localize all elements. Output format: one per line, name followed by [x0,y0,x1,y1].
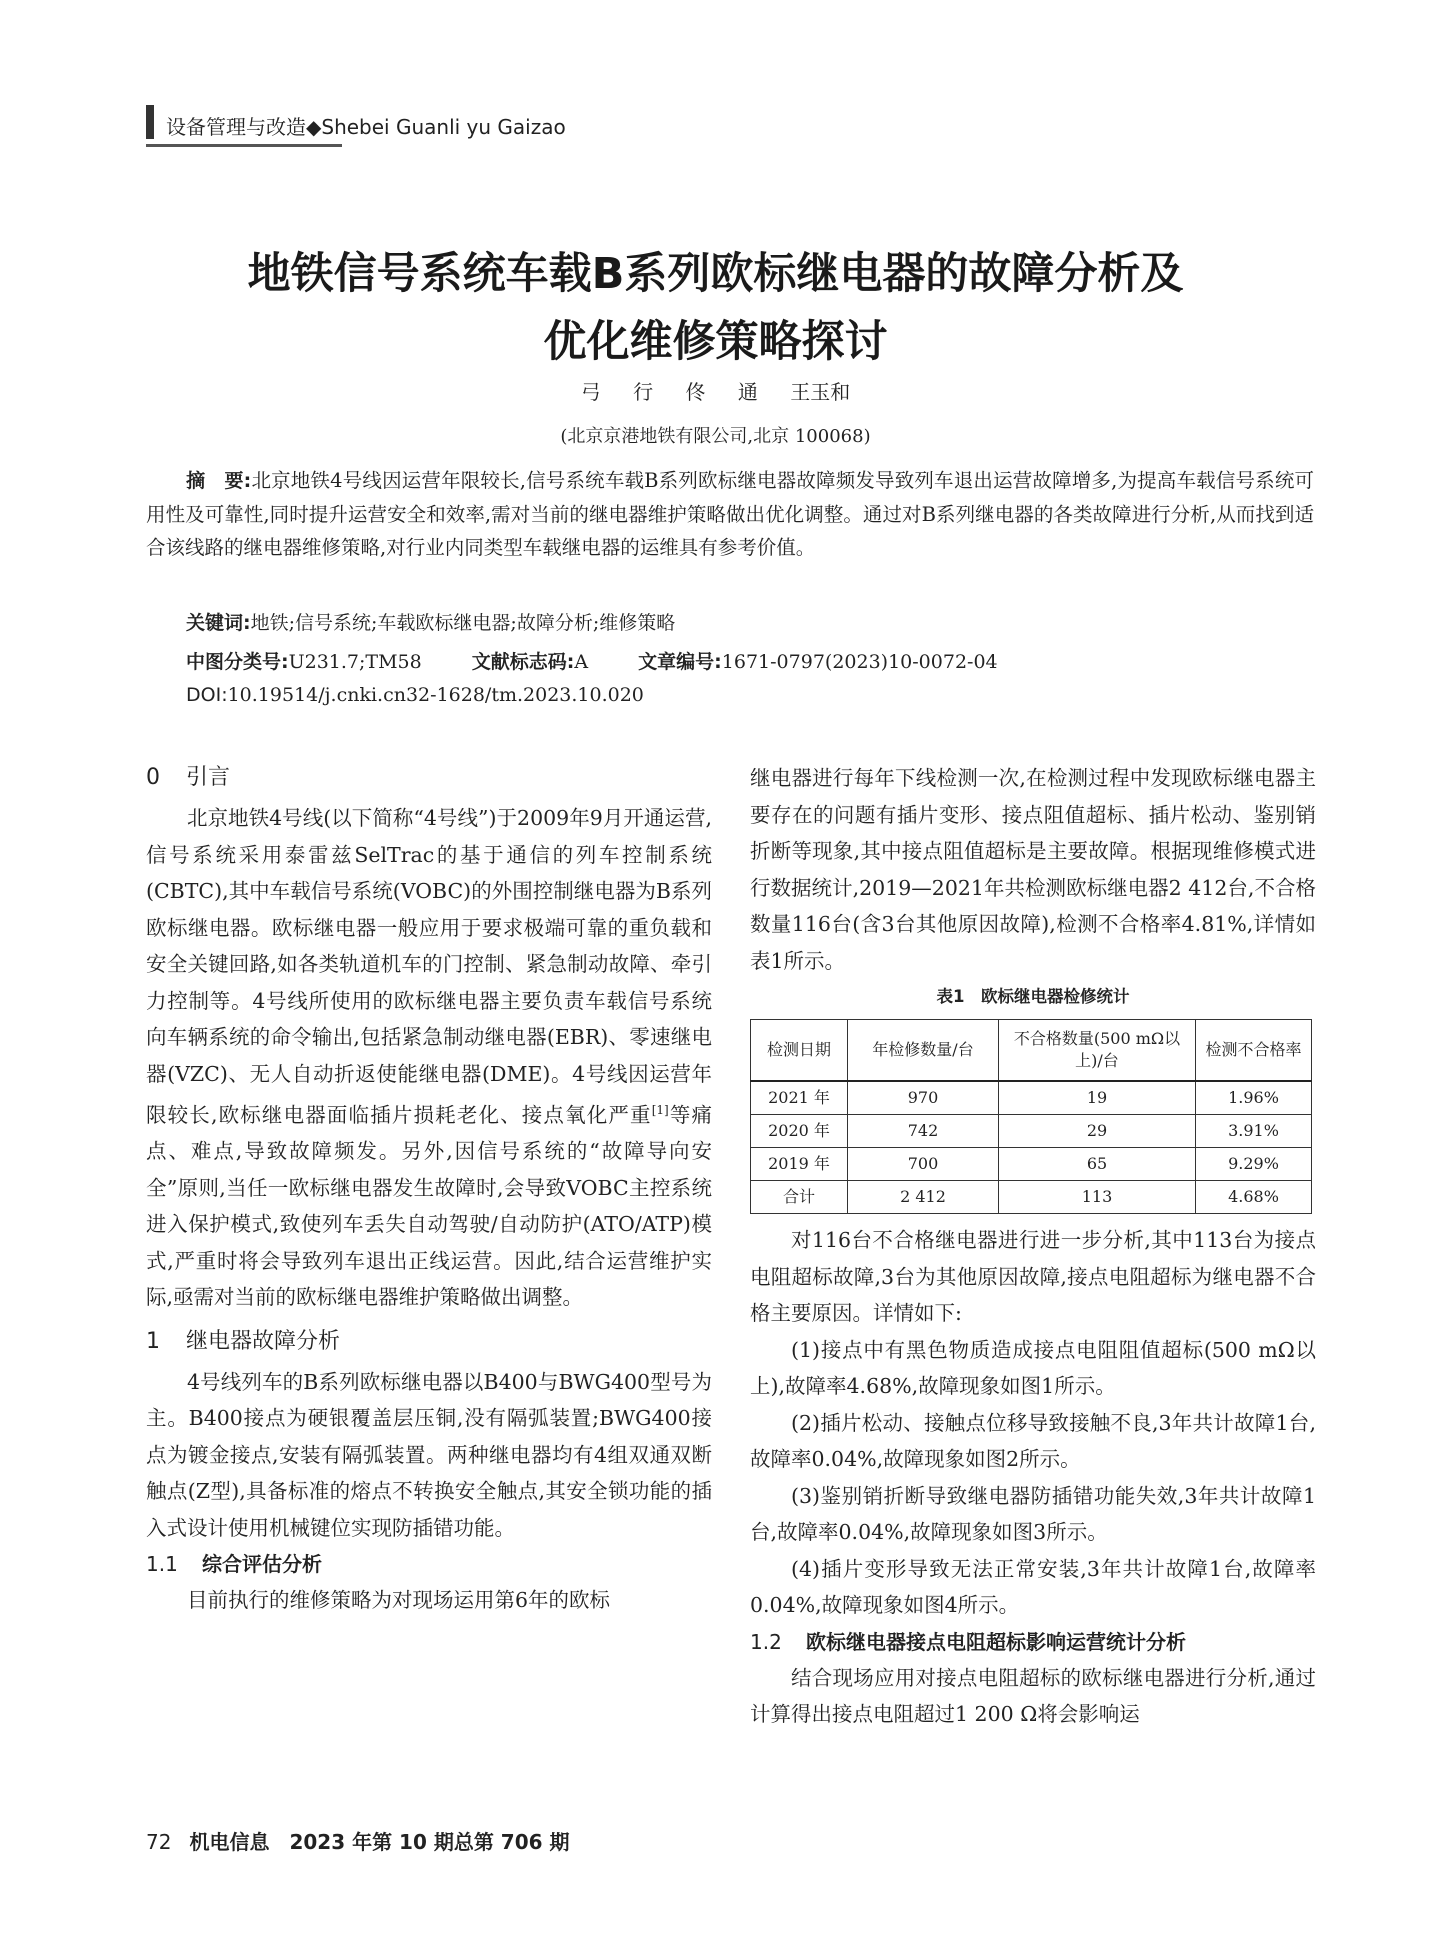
fault-item-1: (1)接点中有黑色物质造成接点电阻阻值超标(500 mΩ以上),故障率4.68%,故障现象如图1所示。 [750,1337,1316,1398]
fault-item-2: (2)插片松动、接触点位移导致接触不良,3年共计故障1台,故障率0.04%,故障现象如图2所示。 [750,1410,1316,1471]
doi-label: DOI: [186,684,228,706]
keywords-label: 关键词: [186,612,251,634]
paper-title-line1: 地铁信号系统车载B系列欧标继电器的故障分析及 [247,249,1184,299]
keywords [186,608,675,635]
section-1-1-heading: 1.1 综合评估分析 [146,1552,322,1577]
affiliation: (北京京港地铁有限公司,北京 100068) [560,426,871,447]
doi [186,684,644,706]
page-number: 72 [146,1830,172,1854]
section-1-1-paragraph-cont: 继电器进行每年下线检测一次,在检测过程中发现欧标继电器主要存在的问题有插片变形、接点阻值超标、插片松动、鉴别销折断等现象,其中接点阻值超标是主要故障。根据现维修模式进行数据统计,2019—2021年共检测欧标继电器2 412台,不合格数量116台(含3台其他原因故障),检测不合格率4.81%,详情如表1所示。 [750,766,1316,973]
table-1 [750,1019,1312,1214]
table-header: 检测日期 [751,1020,848,1082]
clc-label: 中图分类号: [186,651,289,673]
table-row: 2019 年 700 65 9.29% [751,1148,1312,1181]
header-underline [146,144,342,147]
journal-issue: 机电信息 2023 年第 10 期总第 706 期 [189,1830,570,1854]
abstract-label: 摘 要: [186,470,252,492]
abstract-text: 北京地铁4号线因运营年限较长,信号系统车载B系列欧标继电器故障频发导致列车退出运营故障增多,为提高车载信号系统可用性及可靠性,同时提升运营安全和效率,需对当前的继电器维护策略做出优化调整。通过对B系列继电器的各类故障进行分析,从而找到适合该线路的继电器维修策略,对行业内同类型车载继电器的运维具有参考价值。 [146,469,1314,559]
article-number-label: 文章编号: [638,651,722,673]
right-column [750,760,1316,1733]
intro-paragraph: 北京地铁4号线(以下简称“4号线”)于2009年9月开通运营,信号系统采用泰雷兹SelTrac的基于通信的列车控制系统(CBTC),其中车载信号系统(VOBC)的外围控制继电器为B系列欧标继电器。欧标继电器一般应用于要求极端可靠的重负载和安全关键回路,如各类轨道机车的门控制、紧急制动故障、牵引力控制等。4号线所使用的欧标继电器主要负责车载信号系统向车辆系统的命令输出,包括紧急制动继电器(EBR)、零速继电器(VZC)、无人自动折返使能继电器(DME)。4号线因运营年限较长,欧标继电器面临插片损耗老化、接点氧化严重[1]等痛点、难点,导致故障频发。另外,因信号系统的“故障导向安全”原则,当任一欧标继电器发生故障时,会导致VOBC主控系统进入保护模式,致使列车丢失自动驾驶/自动防护(ATO/ATP)模式,严重时将会导致列车退出正线运营。因此,结合运营维护实际,亟需对当前的欧标继电器维护策略做出调整。 [146,806,713,1310]
clc-value: U231.7;TM58 [288,651,422,673]
section-1-heading: 1 继电器故障分析 [146,1328,341,1354]
keywords-text: 地铁;信号系统;车载欧标继电器;故障分析;维修策略 [250,612,676,634]
doc-code-value: A [574,651,589,673]
page-footer [146,1826,570,1855]
table-row: 2020 年 742 29 3.91% [751,1115,1312,1148]
running-header: 设备管理与改造◆Shebei Guanli yu Gaizao [166,115,566,139]
authors: 弓 行 佟 通 王玉和 [580,380,851,404]
table-1-caption: 表1 欧标继电器检修统计 [936,987,1130,1006]
table-header: 检测不合格率 [1196,1020,1312,1082]
table-row: 2021 年 970 19 1.96% [751,1081,1312,1115]
fault-item-3: (3)鉴别销折断导致继电器防插错功能失效,3年共计故障1台,故障率0.04%,故障现象如图3所示。 [750,1483,1316,1544]
doi-value: 10.19514/j.cnki.cn32-1628/tm.2023.10.020 [227,684,644,706]
fault-item-4: (4)插片变形导致无法正常安装,3年共计故障1台,故障率0.04%,故障现象如图4所示。 [750,1556,1316,1617]
section-1-1-paragraph-start: 目前执行的维修策略为对现场运用第6年的欧标 [187,1588,611,1613]
abstract [146,464,1314,564]
classification [186,647,998,674]
table-header: 年检修数量/台 [848,1020,999,1082]
analysis-paragraph: 对116台不合格继电器进行进一步分析,其中113台为接点电阻超标故障,3台为其他原因故障,接点电阻超标为继电器不合格主要原因。详情如下: [750,1228,1316,1325]
table-row-total: 合计 2 412 113 4.68% [751,1181,1312,1214]
left-column [146,760,712,1619]
section-1-2-paragraph: 结合现场应用对接点电阻超标的欧标继电器进行分析,通过计算得出接点电阻超过1 200 Ω将会影响运 [750,1665,1316,1726]
section-1-paragraph: 4号线列车的B系列欧标继电器以B400与BWG400型号为主。B400接点为硬银覆盖层压铜,没有隔弧装置;BWG400接点为镀金接点,安装有隔弧装置。两种继电器均有4组双通双断触点(Z型),具备标准的熔点不转换安全触点,其安全锁功能的插入式设计使用机械键位实现防插错功能。 [146,1369,712,1540]
header-bar [146,105,154,139]
article-number-value: 1671-0797(2023)10-0072-04 [721,651,998,673]
doc-code-label: 文献标志码: [471,651,575,673]
section-0-heading: 0 引言 [146,765,231,790]
paper-title-line2: 优化维修策略探讨 [543,317,888,367]
citation-ref: [1] [651,1103,669,1117]
section-1-2-heading: 1.2 欧标继电器接点电阻超标影响运营统计分析 [750,1629,1186,1654]
table-header: 不合格数量(500 mΩ以上)/台 [999,1020,1196,1082]
